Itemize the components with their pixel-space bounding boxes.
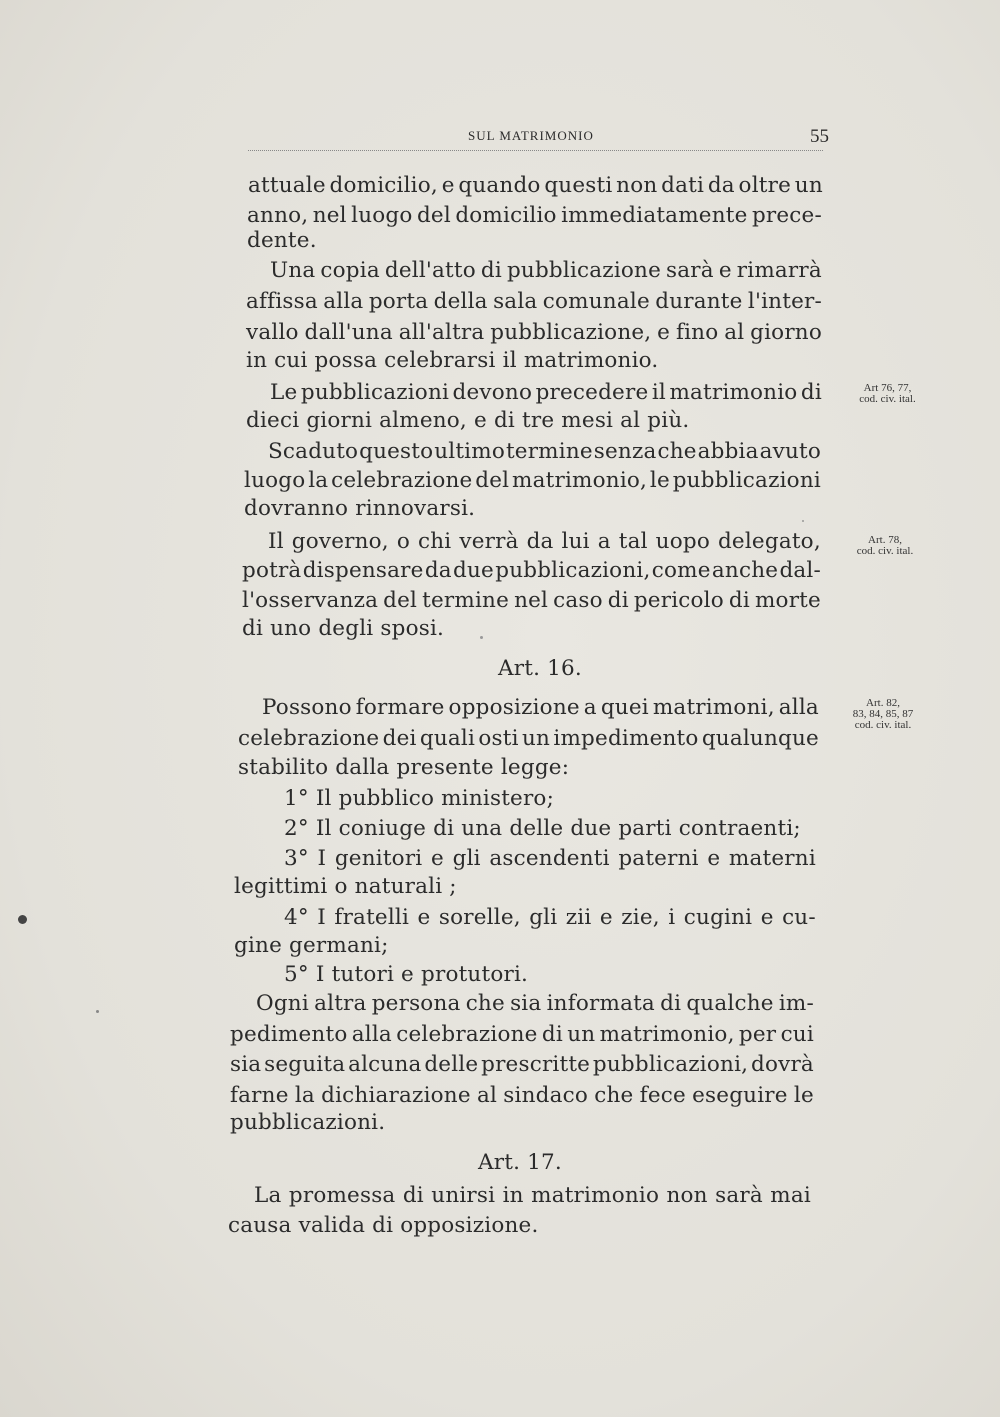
word: La [254,1183,282,1208]
margin-note-line: Art. 82, [866,697,900,709]
word: dei [382,726,417,751]
word: oltre [738,173,792,198]
text-line [244,470,821,492]
word: ascendenti [489,846,610,871]
word: morte [754,588,821,613]
list-item: 2° Il coniuge di una delle due parti contraenti; [284,816,801,841]
word: in [502,1183,524,1208]
word: dichiarazione [321,1083,471,1108]
word: Le [270,380,298,405]
word: questi [544,173,613,198]
word: cu- [782,905,816,930]
ink-speck [18,915,27,924]
list-item: 5° I tutori e protutori. [284,962,529,987]
margin-note [835,535,935,557]
word: sia [230,1052,262,1077]
text-line: dieci giorni almeno, e di tre mesi al più. [246,408,690,433]
word: la [294,1083,315,1108]
word: sarà [715,1183,763,1208]
word: del [416,203,451,228]
margin-note-line: Art. 78, [868,534,902,546]
margin-note [833,698,933,731]
text-line [246,291,822,313]
word: fece [639,1083,686,1108]
word: attuale [248,173,326,198]
word: pubblicazioni, [495,558,651,583]
word: questo [359,439,434,464]
word: senza [593,439,657,464]
text-line: pubblicazioni. [230,1110,386,1135]
word: prescritte [481,1052,591,1077]
word: quei [600,695,649,720]
word: pedimento [230,1022,348,1047]
text-line: stabilito dalla presente legge: [238,755,570,780]
word: pubblicazioni, [592,1052,749,1077]
word: all'altra [398,320,485,345]
text-line: dente. [247,228,317,253]
word: un [794,173,823,198]
word: persona [371,991,461,1016]
word: zii [565,905,592,930]
page-number: 55 [810,126,829,147]
word: sia [510,991,542,1016]
word: matrimonio [531,1183,660,1208]
word: nel [312,203,347,228]
word: che [465,991,505,1016]
word: affissa [246,289,318,314]
word: pubblicazioni [672,468,821,493]
word: da [424,558,452,583]
word: promessa [288,1183,396,1208]
word: e [599,905,613,930]
word: sindaco [503,1083,589,1108]
word: e [417,905,431,930]
word: anno, [247,203,309,228]
text-line [246,322,822,344]
word: i [668,905,676,930]
word: Scaduto [268,439,359,464]
word: osti [478,726,519,751]
word: materni [728,846,816,871]
word: farne [230,1083,289,1108]
word: seguita [264,1052,346,1077]
text-line [248,175,823,197]
margin-note-line: cod. civ. ital. [859,393,916,405]
word: qualche [686,991,774,1016]
word: vallo [246,320,299,345]
text-line [268,441,821,463]
word: genitori [334,846,423,871]
text-line [262,697,819,719]
word: sala [493,289,538,314]
word: pubblicazione, [490,320,652,345]
word: termine [505,439,593,464]
word: abbia [697,439,759,464]
running-title: SUL MATRIMONIO [468,128,594,143]
word: al [476,1083,498,1108]
ink-speck [480,636,483,639]
margin-note-line: cod. civ. ital. [856,545,914,557]
word: eseguire [692,1083,788,1108]
word: l'inter- [747,289,822,314]
word: paterni [618,846,699,871]
word: domicilio, [329,173,438,198]
word: non [616,173,658,198]
word: potrà [242,558,302,583]
word: e [431,846,444,871]
word: sarà [666,258,714,283]
text-line [256,993,814,1015]
word: del [475,468,510,493]
word: gli [452,846,481,871]
word: zie, [621,905,660,930]
word: della [433,289,488,314]
word: e [718,258,732,283]
word: immediatamente [561,203,748,228]
word: alla [778,695,819,720]
word: nel [514,588,549,613]
margin-note [840,383,935,405]
word: luogo [351,203,413,228]
word: di [402,1183,424,1208]
word: e [707,846,721,871]
text-line: legittimi o naturali ; [234,874,457,899]
list-item [284,907,816,929]
word: da [526,529,554,554]
ink-speck [802,520,804,522]
word: pubblicazione [506,258,662,283]
word: di [541,1022,563,1047]
word: non [666,1183,708,1208]
word: di [607,588,629,613]
list-item [284,848,816,870]
text-line: causa valida di opposizione. [228,1213,539,1238]
word: e [760,905,774,930]
word: altra [314,991,367,1016]
word: e [657,320,671,345]
word: le [793,1083,814,1108]
text-line [238,728,819,750]
text-line [230,1024,814,1046]
word: dovrà [751,1052,814,1077]
word: Ogni [256,991,309,1016]
word: fratelli [334,905,410,930]
running-header [248,126,829,151]
margin-note-line: Art 76, 77, [863,382,912,394]
word: unirsi [431,1183,496,1208]
text-line [230,1085,814,1107]
word: gli [529,905,558,930]
word: dall'una [304,320,393,345]
word: chi [417,529,452,554]
word: del [383,588,418,613]
word: 4° [284,905,309,930]
word: impedimento [553,726,699,751]
text-line [242,590,821,612]
word: governo, [291,529,389,554]
word: termine [422,588,510,613]
word: dispensare [302,558,424,583]
word: il [651,380,666,405]
word: di [480,258,502,283]
word: per [738,1022,777,1047]
text-line: di uno degli sposi. [242,616,445,641]
word: lui [561,529,590,554]
word: che [594,1083,634,1108]
margin-note-line: 83, 84, 85, 87 [852,708,914,720]
word: avuto [759,439,821,464]
text-line: in cui possa celebrarsi il matrimonio. [246,348,659,373]
word: dell'atto [384,258,476,283]
word: un [567,1022,596,1047]
word: l'osservanza [242,588,379,613]
word: da [707,173,735,198]
word: pericolo [633,588,724,613]
word: matrimonio, [599,1022,735,1047]
word: di [800,380,822,405]
word: dal- [779,558,821,583]
word: rimarrà [736,258,822,283]
word: di [728,588,750,613]
word: comunale [542,289,650,314]
word: 3° [284,846,309,871]
word: fino [675,320,719,345]
word: I [317,846,327,871]
word: a [597,529,611,554]
word: prece- [751,203,822,228]
word: I [317,905,326,930]
word: pubblicazioni [300,380,450,405]
word: domicilio [455,203,557,228]
text-line [254,1185,811,1207]
word: luogo [244,468,306,493]
word: Possono [262,695,352,720]
word: copia [320,258,380,283]
word: di [660,991,682,1016]
word: opposizione [448,695,580,720]
word: matrimoni, [652,695,775,720]
text-line [242,560,821,582]
word: un [521,726,551,751]
word: alla [323,289,364,314]
word: Il [268,529,284,554]
word: dati [661,173,705,198]
word: o [396,529,410,554]
word: e [441,173,455,198]
text-line [270,260,822,282]
word: cugini [683,905,753,930]
word: tal [618,529,648,554]
word: a [583,695,597,720]
margin-note-line: cod. civ. ital. [854,719,912,731]
word: che [657,439,697,464]
text-line [247,205,822,227]
word: uopo [655,529,710,554]
article-heading: Art. 16. [498,656,582,681]
word: delegato, [717,529,821,554]
word: celebrazione [238,726,380,751]
word: im- [778,991,814,1016]
word: la [308,468,329,493]
word: precedere [535,380,649,405]
word: sorelle, [438,905,521,930]
word: come [651,558,711,583]
word: quali [419,726,476,751]
article-heading: Art. 17. [478,1150,562,1175]
text-line [268,531,821,553]
word: matrimonio, [512,468,648,493]
word: celebrazione [331,468,473,493]
word: al [724,320,745,345]
ink-speck [96,1010,99,1013]
word: delle [424,1052,479,1077]
text-line: gine germani; [234,933,389,958]
word: celebrazione [396,1022,538,1047]
word: ultimo [434,439,505,464]
text-line [270,382,822,404]
word: anche [711,558,779,583]
word: devono [452,380,533,405]
word: informata [546,991,655,1016]
word: quando [458,173,541,198]
word: verrà [459,529,519,554]
word: giorno [750,320,822,345]
word: cui [780,1022,814,1047]
word: durante [655,289,743,314]
word: le [649,468,670,493]
word: mai [770,1183,811,1208]
word: qualunque [701,726,819,751]
text-line: dovranno rinnovarsi. [244,496,476,521]
word: alla [351,1022,392,1047]
word: matrimonio [669,380,798,405]
word: due [453,558,494,583]
word: Una [270,258,316,283]
text-line [230,1054,814,1076]
word: alcuna [348,1052,422,1077]
list-item: 1° Il pubblico ministero; [284,786,555,811]
word: formare [355,695,445,720]
word: caso [553,588,603,613]
word: porta [368,289,429,314]
